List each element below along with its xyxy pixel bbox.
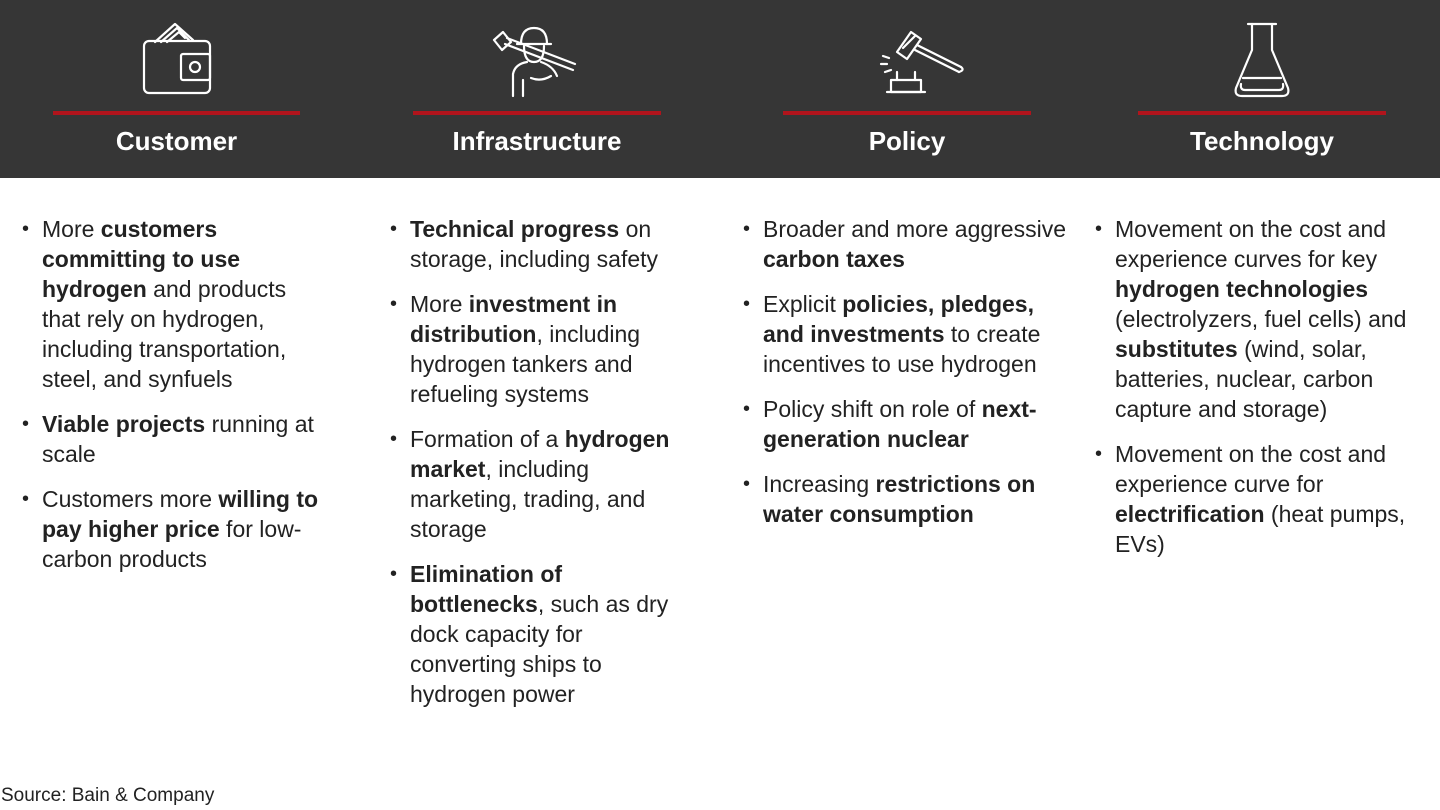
source-note: Source: Bain & Company [1,785,215,806]
wallet-icon [141,22,213,98]
bullet-text: , including hydrogen tankers and refueling systems [410,321,641,407]
bullet-text-bold: Technical progress [410,216,620,242]
bullet-item [390,289,690,409]
bullet-list [22,214,322,574]
bullet-text: to create incentives to use hydrogen [763,321,1041,377]
bullet-text: Formation of a [410,426,565,452]
flask-icon [1232,22,1292,98]
accent-rule [53,111,300,115]
bullet-item [743,214,1068,274]
worker-with-hammer-icon [491,22,583,98]
bullet-text-bold: investment in distribution [410,291,618,347]
bullet-list [1095,214,1430,559]
column-body-infrastructure [390,214,690,724]
bullet-text: Customers more [42,486,219,512]
bullet-text-bold: customers committing to use hydrogen [42,216,241,302]
bullet-item [22,214,322,394]
bullet-item [390,559,690,709]
bullet-text-bold: willing to pay higher price [42,486,319,542]
column-title: Policy [868,126,946,156]
bullet-text: for low-carbon products [42,516,302,572]
bullet-text: More [42,216,101,242]
accent-rule [783,111,1031,115]
column-header-technology [1138,0,1386,178]
bullet-text: on storage, including safety [410,216,659,272]
bullet-text: running at scale [42,411,314,467]
bullet-text-bold: carbon taxes [763,246,905,272]
bullet-text: Movement on the cost and experience curves for key [1115,216,1387,272]
bullet-item [1095,214,1430,424]
bullet-list [390,214,690,709]
bullet-text: (electrolyzers, fuel cells) and [1115,306,1407,332]
bullet-text: (heat pumps, EVs) [1115,501,1406,557]
bullet-text-bold: next-generation nuclear [763,396,1037,452]
bullet-item [743,289,1068,379]
bullet-item [22,409,322,469]
bullet-text: and products that rely on hydrogen, including transportation, steel, and synfuels [42,276,287,392]
bullet-text: Increasing [763,471,876,497]
column-title: Infrastructure [452,126,622,156]
bullet-item [1095,439,1430,559]
bullet-item [390,214,690,274]
bullet-text: Explicit [763,291,843,317]
bullet-text-bold: Elimination of bottlenecks [410,561,563,617]
column-header-infrastructure [413,0,661,178]
bullet-text-bold: restrictions on water consumption [763,471,1036,527]
accent-rule [413,111,661,115]
column-body-customer [22,214,322,589]
column-title: Customer [115,126,238,156]
bullet-list [743,214,1068,529]
column-body-technology [1095,214,1430,574]
bullet-text: (wind, solar, batteries, nuclear, carbon capture and storage) [1115,336,1374,422]
column-body-policy [743,214,1068,544]
bullet-text-bold: Viable projects [42,411,206,437]
bullet-text: Policy shift on role of [763,396,982,422]
bullet-text: , including marketing, trading, and storage [410,456,646,542]
bullet-item [743,469,1068,529]
bullet-text: , such as dry dock capacity for converting ships to hydrogen power [410,591,669,707]
column-header-customer [53,0,300,178]
bullet-item [22,484,322,574]
bullet-text-bold: hydrogen market [410,426,670,482]
bullet-text-bold: policies, pledges, and investments [763,291,1034,347]
bullet-text: Movement on the cost and experience curve for [1115,441,1387,497]
bullet-text-bold: hydrogen technologies [1115,276,1369,302]
bullet-text: More [410,291,469,317]
bullet-text-bold: electrification [1115,501,1265,527]
gavel-icon [879,22,965,98]
bullet-text: Broader and more aggressive [763,216,1066,242]
bullet-text-bold: substitutes [1115,336,1238,362]
bullet-item [743,394,1068,454]
bullet-item [390,424,690,544]
accent-rule [1138,111,1386,115]
column-header-policy [783,0,1031,178]
column-title: Technology [1190,126,1334,156]
